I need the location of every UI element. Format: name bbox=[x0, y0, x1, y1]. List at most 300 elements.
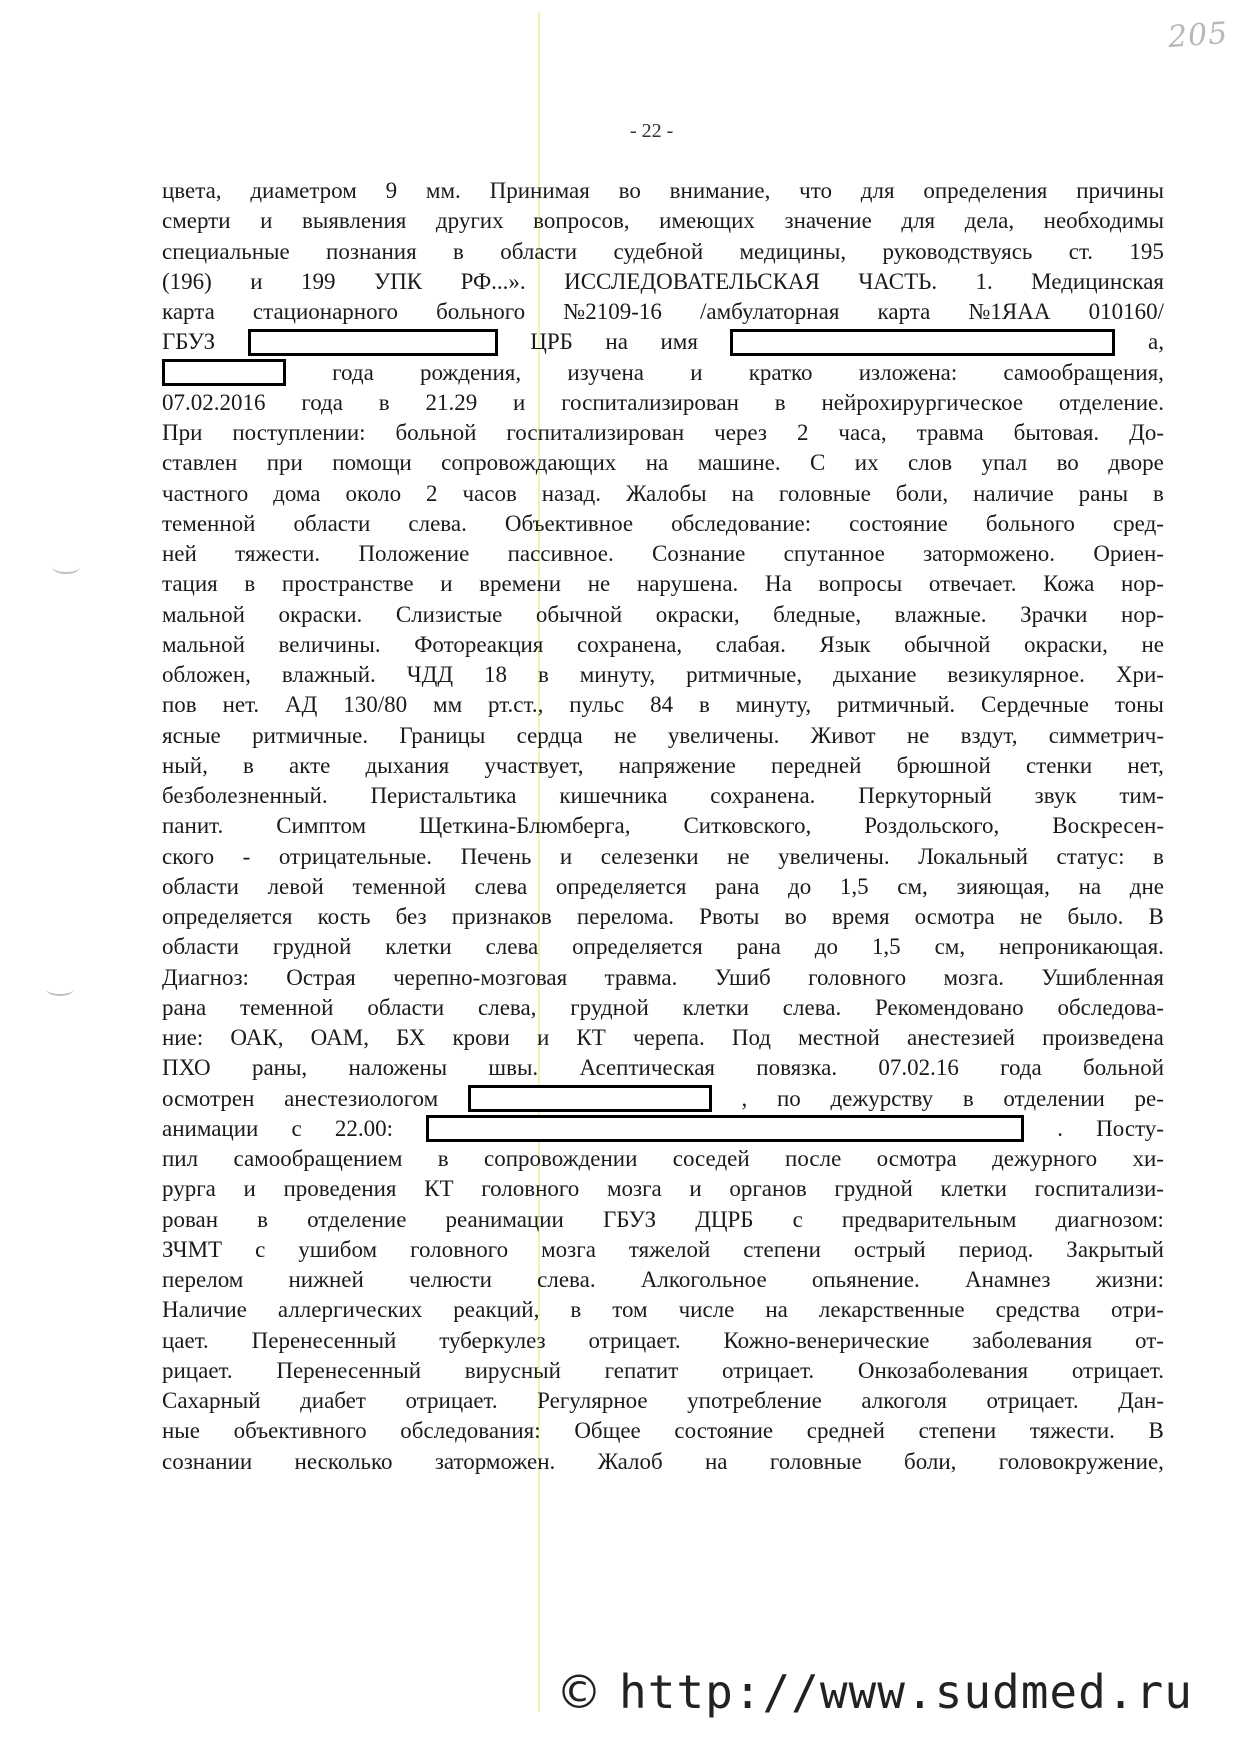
word: до bbox=[788, 873, 812, 899]
word: (196) bbox=[162, 268, 212, 294]
word: отделении bbox=[1003, 1085, 1105, 1111]
archive-page-number: 205 bbox=[1166, 15, 1230, 56]
text-line bbox=[162, 902, 1164, 932]
word: 9 bbox=[385, 178, 398, 203]
word: значение bbox=[784, 208, 872, 234]
word: в bbox=[242, 752, 254, 778]
word: Алкогольное bbox=[640, 1267, 767, 1292]
word: других bbox=[435, 208, 504, 234]
word: ние: bbox=[162, 1025, 204, 1050]
word: Жалобы bbox=[625, 480, 707, 506]
text-line bbox=[162, 418, 1164, 448]
text-line bbox=[162, 358, 1164, 388]
word: нарушена. bbox=[636, 571, 739, 597]
word: тяжести. bbox=[235, 541, 321, 566]
word: 1,5 bbox=[839, 873, 869, 899]
word: гепатит bbox=[604, 1357, 679, 1383]
word: назад. bbox=[541, 480, 602, 506]
word: рурга bbox=[162, 1176, 216, 1202]
word: признаков bbox=[451, 904, 552, 929]
word: в bbox=[453, 238, 464, 264]
word: и bbox=[260, 208, 273, 234]
word: тяжести. bbox=[1029, 1418, 1115, 1444]
word: после bbox=[785, 1146, 842, 1171]
word: окраски, bbox=[655, 601, 740, 627]
word: на bbox=[605, 329, 628, 355]
word: имя bbox=[660, 329, 698, 355]
word: Асептическая bbox=[579, 1055, 716, 1081]
page-number: - 22 - bbox=[630, 120, 674, 142]
word: опьянение. bbox=[811, 1267, 920, 1292]
watermark-url: http://www.sudmed.ru bbox=[619, 1665, 1193, 1719]
word: слева bbox=[485, 934, 539, 960]
word: Перенесенный bbox=[276, 1357, 422, 1383]
word: тоны bbox=[1114, 692, 1164, 718]
text-line bbox=[162, 963, 1164, 993]
word: Перенесенный bbox=[251, 1327, 397, 1353]
word: Посту- bbox=[1096, 1115, 1164, 1141]
text-line bbox=[162, 1144, 1164, 1174]
word: области bbox=[293, 510, 371, 536]
redaction-box bbox=[162, 359, 286, 386]
word: слева. bbox=[782, 994, 842, 1020]
word: боли, bbox=[895, 480, 949, 506]
word: грудной bbox=[570, 994, 649, 1020]
text-line bbox=[162, 811, 1164, 841]
word: мм bbox=[433, 692, 463, 718]
word: органов bbox=[729, 1176, 807, 1202]
word: Диагноз: bbox=[162, 964, 249, 990]
text-line bbox=[162, 690, 1164, 720]
word: сопровождающих bbox=[441, 450, 617, 476]
word: отрицает. bbox=[722, 1357, 815, 1383]
word: хи- bbox=[1132, 1146, 1164, 1171]
text-line bbox=[162, 327, 1164, 357]
word: обложен, bbox=[162, 662, 251, 687]
word: теменной bbox=[162, 510, 256, 536]
word: На bbox=[764, 571, 792, 597]
word: самообращения, bbox=[1003, 359, 1164, 385]
word: швы. bbox=[488, 1055, 539, 1081]
word: Сахарный bbox=[162, 1388, 261, 1413]
word: грудной bbox=[834, 1176, 913, 1202]
word: числе bbox=[678, 1297, 735, 1323]
word: симметрич- bbox=[1048, 722, 1164, 748]
text-line bbox=[162, 932, 1164, 962]
word: медицины, bbox=[739, 238, 847, 264]
text-line bbox=[162, 1235, 1164, 1265]
word: во bbox=[618, 178, 641, 203]
word: осмотрен bbox=[162, 1085, 255, 1111]
word: ритмичные, bbox=[686, 662, 803, 687]
hole-punch-mark bbox=[46, 982, 74, 996]
redaction-box bbox=[468, 1085, 712, 1112]
word: Наличие bbox=[162, 1297, 247, 1323]
word: непроникающая. bbox=[999, 934, 1164, 960]
word: Объективное bbox=[504, 510, 634, 536]
word: селезенки bbox=[600, 843, 699, 869]
text-line bbox=[162, 448, 1164, 478]
word: алкоголя bbox=[861, 1388, 947, 1413]
word: предварительным bbox=[841, 1206, 1017, 1232]
word: панит. bbox=[162, 813, 224, 839]
word: АД bbox=[285, 692, 318, 718]
word: сердца bbox=[516, 722, 583, 748]
word: с bbox=[255, 1236, 266, 1262]
copyright-icon: © bbox=[556, 1665, 603, 1719]
text-line bbox=[162, 1416, 1164, 1446]
redaction-box bbox=[426, 1115, 1024, 1142]
text-line bbox=[162, 267, 1164, 297]
word: тим- bbox=[1119, 783, 1164, 808]
word: обследование: bbox=[671, 510, 812, 536]
word: окраски. bbox=[278, 601, 363, 627]
word: 07.02.2016 bbox=[162, 389, 266, 415]
word: мозга bbox=[606, 1176, 662, 1202]
word: госпитализи- bbox=[1034, 1176, 1164, 1202]
word: головокружение, bbox=[998, 1448, 1164, 1474]
word: увеличены. bbox=[778, 843, 890, 869]
word: дела, bbox=[964, 208, 1015, 234]
word: дыхания bbox=[365, 752, 450, 778]
word: цвета, bbox=[162, 178, 222, 203]
text-line bbox=[162, 297, 1164, 327]
word: года bbox=[332, 359, 374, 385]
word: везикулярное. bbox=[947, 662, 1085, 687]
word: рицает. bbox=[162, 1357, 233, 1383]
word: передней bbox=[770, 752, 862, 778]
word: рана bbox=[715, 873, 760, 899]
word: реанимации bbox=[445, 1206, 564, 1232]
word: Фотореакция bbox=[414, 631, 544, 657]
word: нет. bbox=[222, 692, 260, 718]
word: вздут, bbox=[960, 722, 1018, 748]
word: стационарного bbox=[252, 299, 398, 324]
word: вопросы bbox=[818, 571, 903, 597]
word: отделение. bbox=[1058, 389, 1164, 415]
word: несколько bbox=[294, 1448, 393, 1474]
word: поступлении: bbox=[232, 420, 366, 445]
text-line bbox=[162, 721, 1164, 751]
word: частного bbox=[162, 480, 249, 506]
word: от- bbox=[1135, 1327, 1164, 1353]
word: стенки bbox=[1025, 752, 1093, 778]
word: ушибом bbox=[298, 1236, 378, 1262]
word: ясные bbox=[162, 722, 221, 748]
word: во bbox=[1056, 450, 1079, 476]
word: не bbox=[1019, 904, 1043, 929]
text-line bbox=[162, 176, 1164, 206]
word: рован bbox=[162, 1206, 219, 1232]
word: вирусный bbox=[464, 1357, 561, 1383]
word: клетки bbox=[385, 934, 452, 960]
word: черепно-мозговая bbox=[393, 964, 568, 990]
word: нижней bbox=[288, 1267, 364, 1292]
word: специальные bbox=[162, 238, 290, 264]
text-line bbox=[162, 569, 1164, 599]
word: наличие bbox=[973, 480, 1054, 506]
word: ОАК, bbox=[230, 1025, 284, 1050]
text-line bbox=[162, 1205, 1164, 1235]
word: нор- bbox=[1121, 601, 1164, 627]
word: Ориен- bbox=[1093, 541, 1164, 566]
word: для bbox=[860, 178, 895, 203]
text-line bbox=[162, 1356, 1164, 1386]
word: пассивное. bbox=[507, 541, 614, 566]
word: /амбулаторная bbox=[700, 299, 840, 324]
word: рождения, bbox=[419, 359, 522, 385]
word: Общее bbox=[574, 1418, 641, 1444]
word: слева. bbox=[408, 510, 467, 536]
word: Рекомендовано bbox=[875, 994, 1024, 1020]
word: Медицинская bbox=[1031, 268, 1164, 294]
redaction-box bbox=[730, 329, 1115, 356]
word: наложены bbox=[348, 1055, 448, 1081]
word: ДЦРБ bbox=[695, 1206, 754, 1232]
word: ритмичный. bbox=[837, 692, 956, 718]
word: слева bbox=[474, 873, 528, 899]
word: мозга. bbox=[943, 964, 1005, 990]
text-line bbox=[162, 1326, 1164, 1356]
word: , bbox=[741, 1085, 748, 1111]
word: Живот bbox=[810, 722, 876, 748]
word: на bbox=[1078, 873, 1102, 899]
word: ОАМ, bbox=[310, 1025, 369, 1050]
word: отрицает. bbox=[1071, 1357, 1164, 1383]
hole-punch-mark bbox=[52, 560, 80, 574]
word: ре- bbox=[1134, 1085, 1164, 1111]
word: области bbox=[367, 994, 445, 1020]
word: сознании bbox=[162, 1448, 253, 1474]
word: и bbox=[690, 359, 703, 385]
word: года bbox=[301, 389, 343, 415]
word: выявления bbox=[302, 208, 407, 234]
word: тяжелой bbox=[628, 1236, 711, 1262]
word: ского bbox=[162, 843, 215, 869]
word: во bbox=[784, 904, 807, 929]
word: - bbox=[242, 843, 251, 869]
word: определяется bbox=[572, 934, 703, 960]
word: ГБУЗ bbox=[602, 1206, 657, 1232]
word: дыхание bbox=[833, 662, 917, 687]
word: Принимая bbox=[489, 178, 590, 203]
word: и bbox=[513, 389, 526, 415]
word: Регулярное bbox=[537, 1388, 648, 1413]
word: кость bbox=[317, 904, 371, 929]
word: не bbox=[727, 843, 750, 869]
word: ст. bbox=[1068, 238, 1094, 264]
word: познания bbox=[326, 238, 417, 264]
word: звук bbox=[1034, 783, 1077, 808]
word: в bbox=[378, 389, 390, 415]
word: 2 bbox=[426, 480, 438, 506]
word: слов bbox=[908, 450, 953, 476]
word: Закрытый bbox=[1066, 1236, 1164, 1262]
word: Ушиб bbox=[714, 964, 771, 990]
word: спутанное bbox=[783, 541, 885, 566]
word: не bbox=[906, 722, 930, 748]
word: мозга bbox=[541, 1236, 596, 1262]
word: ней bbox=[162, 541, 197, 566]
word: на bbox=[645, 450, 669, 476]
word: нет, bbox=[1127, 752, 1164, 778]
word: сред- bbox=[1112, 510, 1164, 536]
word: 1,5 bbox=[871, 934, 901, 960]
word: больной bbox=[395, 420, 477, 445]
word: без bbox=[395, 904, 427, 929]
word: реакций, bbox=[453, 1297, 540, 1323]
word: около bbox=[345, 480, 402, 506]
word: обычной bbox=[904, 631, 991, 657]
word: перелома. bbox=[576, 904, 675, 929]
word: отвечает. bbox=[928, 571, 1017, 597]
word: пов bbox=[162, 692, 197, 718]
word: 010160/ bbox=[1088, 299, 1164, 324]
text-line bbox=[162, 993, 1164, 1023]
word: Ситковского, bbox=[683, 813, 812, 839]
word: Сердечные bbox=[981, 692, 1089, 718]
word: до bbox=[814, 934, 838, 960]
document-body-text bbox=[162, 176, 1164, 1477]
word: 07.02.16 bbox=[878, 1055, 959, 1081]
text-line bbox=[162, 600, 1164, 630]
word: отри- bbox=[1110, 1297, 1164, 1323]
word: больной bbox=[1083, 1055, 1164, 1081]
word: теменной bbox=[352, 873, 446, 899]
word: Слизистые bbox=[395, 601, 503, 627]
word: Кожа bbox=[1043, 571, 1095, 597]
word: ЧДД bbox=[406, 662, 454, 687]
word: крови bbox=[452, 1025, 510, 1050]
word: было. bbox=[1067, 904, 1124, 929]
word: больного bbox=[436, 299, 526, 324]
word: Дан- bbox=[1118, 1388, 1164, 1413]
word: дома bbox=[273, 480, 321, 506]
word: УПК bbox=[373, 268, 423, 294]
word: Анамнез bbox=[964, 1267, 1051, 1292]
text-line bbox=[162, 388, 1164, 418]
word: и bbox=[689, 1176, 702, 1202]
word: головного bbox=[808, 964, 907, 990]
word: их bbox=[854, 450, 879, 476]
word: на bbox=[705, 1448, 728, 1474]
word: Хри- bbox=[1115, 662, 1164, 687]
word: Границы bbox=[399, 722, 486, 748]
word: травма. bbox=[604, 964, 678, 990]
word: отрицает. bbox=[986, 1388, 1079, 1413]
word: слева. bbox=[537, 1267, 596, 1292]
word: головного bbox=[481, 1176, 580, 1202]
word: обычной bbox=[535, 601, 623, 627]
word: осмотра bbox=[914, 904, 995, 929]
word: влажные. bbox=[894, 601, 987, 627]
word: ИССЛЕДОВАТЕЛЬСКАЯ bbox=[564, 268, 820, 294]
word: зияющая, bbox=[956, 873, 1050, 899]
word: Перистальтика bbox=[370, 783, 517, 808]
word: ный, bbox=[162, 752, 208, 778]
word: Симптом bbox=[276, 813, 367, 839]
word: отрицает. bbox=[405, 1388, 498, 1413]
word: заторможено. bbox=[923, 541, 1056, 566]
word: Перкуторный bbox=[858, 783, 992, 808]
word: в bbox=[699, 692, 710, 718]
word: Кожно-венерические bbox=[723, 1327, 930, 1353]
text-line bbox=[162, 237, 1164, 267]
word: употребление bbox=[687, 1388, 822, 1413]
text-line bbox=[162, 1386, 1164, 1416]
word: Печень bbox=[460, 843, 532, 869]
word: определения bbox=[923, 178, 1048, 203]
word: минуту, bbox=[735, 692, 812, 718]
word: области bbox=[162, 934, 239, 960]
word: не bbox=[614, 722, 637, 748]
text-line bbox=[162, 751, 1164, 781]
word: произведена bbox=[1042, 1025, 1164, 1050]
word: Жалоб bbox=[597, 1448, 663, 1474]
word: изложена: bbox=[858, 359, 958, 385]
word: 130/80 bbox=[343, 692, 408, 718]
word: сохранена. bbox=[710, 783, 816, 808]
word: грудной bbox=[272, 934, 352, 960]
word: в bbox=[570, 1297, 582, 1323]
text-line bbox=[162, 1447, 1164, 1477]
word: соседей bbox=[672, 1146, 750, 1171]
word: Сознание bbox=[652, 541, 746, 566]
word: акте bbox=[288, 752, 331, 778]
word: местной bbox=[798, 1025, 880, 1050]
word: 1. bbox=[975, 268, 993, 294]
word: часов bbox=[462, 480, 517, 506]
word: слева, bbox=[478, 994, 537, 1020]
word: рана bbox=[736, 934, 781, 960]
word: При bbox=[162, 420, 203, 445]
word: на bbox=[731, 480, 754, 506]
word: Язык bbox=[819, 631, 871, 657]
word: часа, bbox=[838, 420, 887, 445]
word: кишечника bbox=[559, 783, 668, 808]
word: анестезией bbox=[907, 1025, 1015, 1050]
word: №1ЯАА bbox=[968, 299, 1051, 324]
word: тация bbox=[162, 571, 218, 597]
word: сохранена, bbox=[576, 631, 683, 657]
word: Роздольского, bbox=[864, 813, 1000, 839]
word: влажный. bbox=[281, 662, 376, 687]
word: времени bbox=[479, 571, 562, 597]
word: Локальный bbox=[918, 843, 1028, 869]
word: с bbox=[291, 1115, 302, 1141]
word: в bbox=[774, 389, 786, 415]
word: рт.ст., bbox=[488, 692, 544, 718]
word: пространстве bbox=[281, 571, 414, 597]
text-line bbox=[162, 781, 1164, 811]
word: состояние bbox=[674, 1418, 774, 1444]
word: дежурного bbox=[992, 1146, 1098, 1171]
word: отрицает. bbox=[588, 1327, 681, 1353]
word: КТ bbox=[576, 1025, 606, 1050]
word: черепа. bbox=[632, 1025, 705, 1050]
word: в bbox=[1153, 843, 1164, 869]
word: не bbox=[1141, 631, 1164, 657]
word: обследова- bbox=[1057, 994, 1164, 1020]
word: и bbox=[440, 571, 453, 597]
word: . bbox=[1057, 1115, 1064, 1141]
word: и bbox=[243, 1176, 256, 1202]
word: время bbox=[831, 904, 890, 929]
word: В bbox=[1148, 1418, 1164, 1444]
word: ные bbox=[162, 1418, 200, 1444]
word: туберкулез bbox=[439, 1327, 546, 1353]
word: см, bbox=[934, 934, 966, 960]
